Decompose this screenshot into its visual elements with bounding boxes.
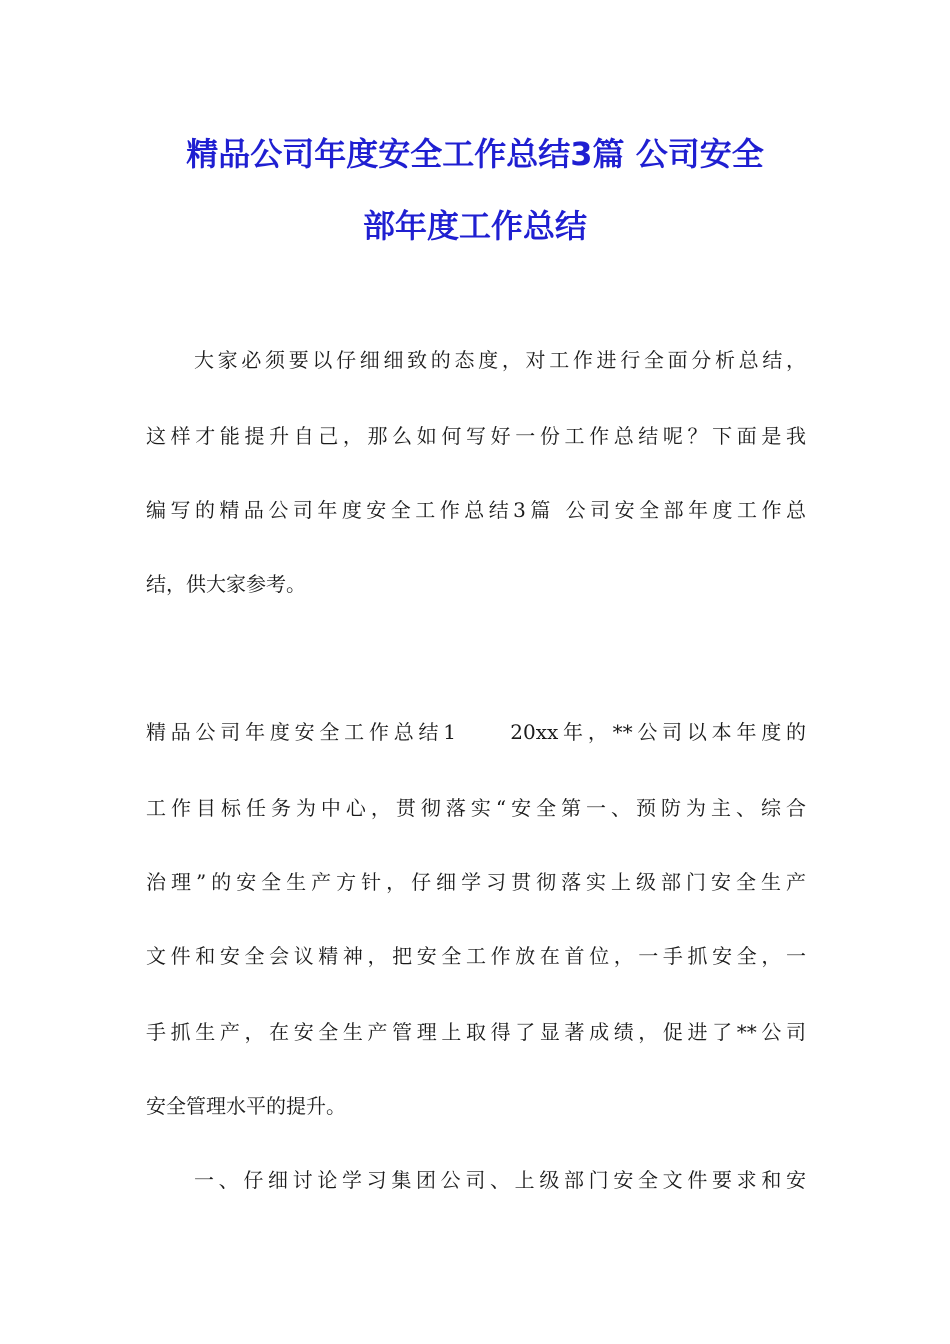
text-line: 治理”的安全生产方针，仔细学习贯彻落实上级部门安全生产 (146, 870, 806, 894)
text-line: 这样才能提升自己，那么如何写好一份工作总结呢？下面是我 (146, 424, 806, 448)
text-line: 安全管理水平的提升。 (146, 1094, 346, 1118)
text-line: 精品公司年度安全工作总结1 20xx年，**公司以本年度的 (146, 720, 806, 744)
title-line-1: 精品公司年度安全工作总结3篇 公司安全 (186, 135, 764, 173)
title-line-2: 部年度工作总结 (362, 207, 587, 245)
text-line: 编写的精品公司年度安全工作总结3篇 公司安全部年度工作总 (146, 498, 806, 522)
text-line: 结，供大家参考。 (146, 572, 306, 596)
text-line: 工作目标任务为中心，贯彻落实“安全第一、预防为主、综合 (146, 796, 806, 820)
text-line: 文件和安全会议精神，把安全工作放在首位，一手抓安全，一 (146, 944, 806, 968)
text-line: 一、仔细讨论学习集团公司、上级部门安全文件要求和安 (194, 1168, 806, 1192)
text-line: 手抓生产，在安全生产管理上取得了显著成绩，促进了**公司 (146, 1020, 806, 1044)
text-line: 大家必须要以仔细细致的态度，对工作进行全面分析总结， (194, 348, 806, 372)
